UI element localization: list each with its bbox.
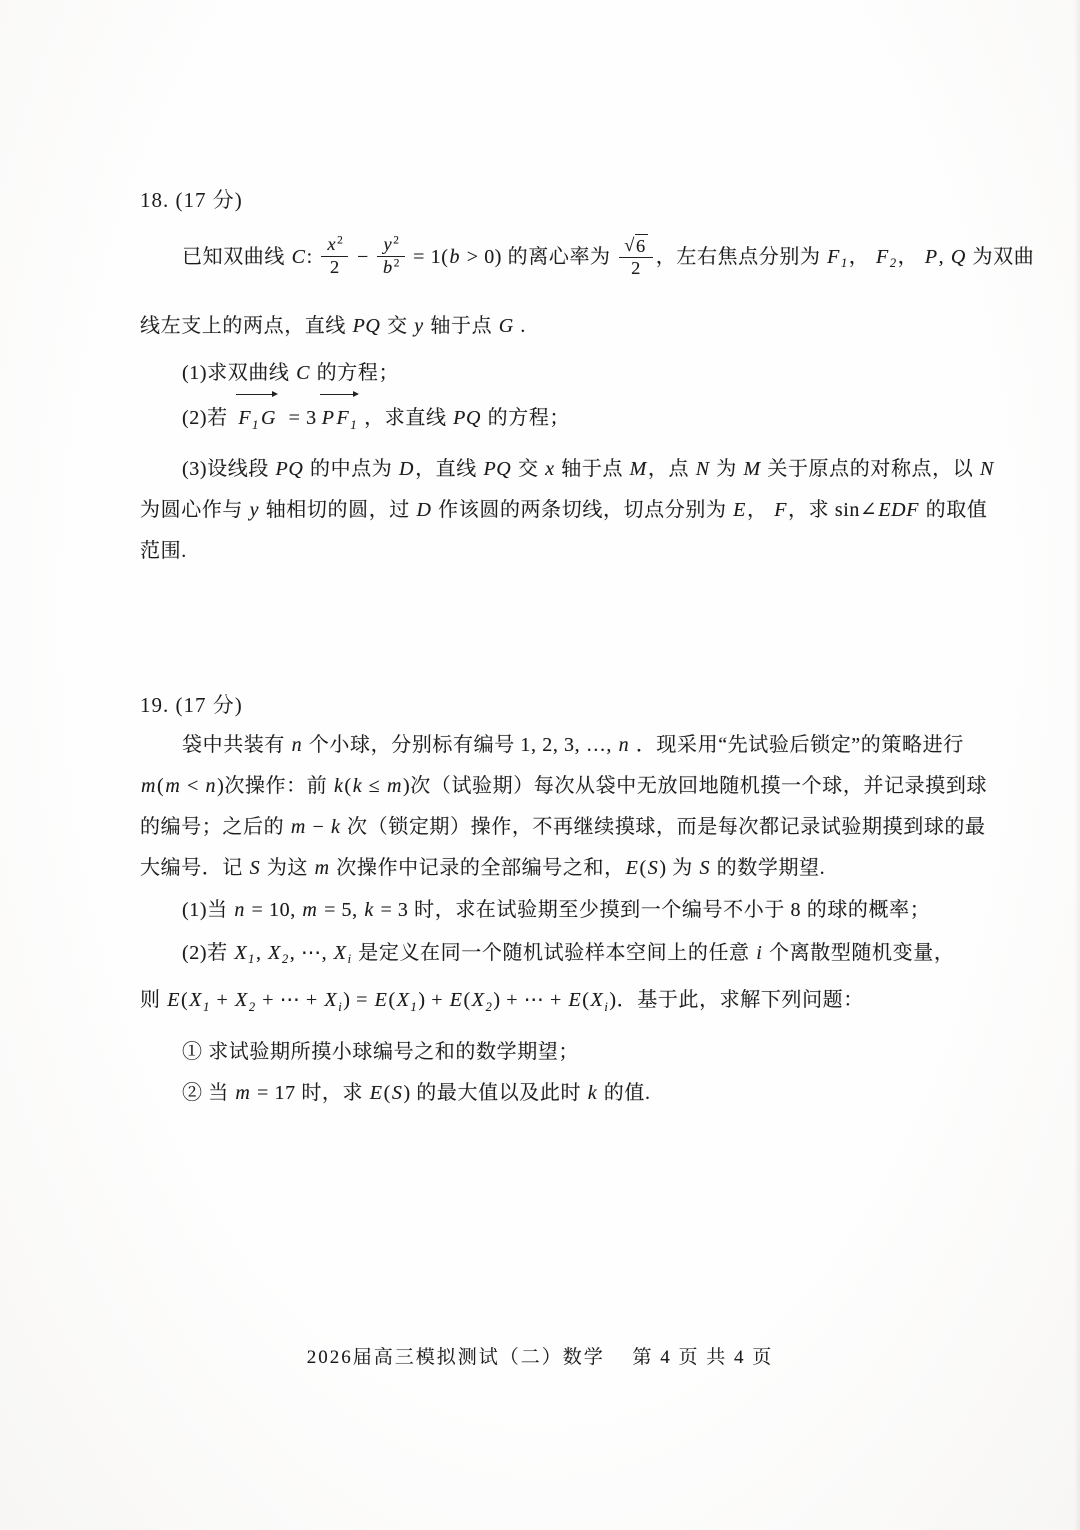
math-subscript: 2	[281, 952, 289, 967]
math-subscript: i	[347, 952, 352, 967]
q19-item-1	[140, 890, 948, 931]
math-text: ，左右焦点分别为	[655, 246, 827, 268]
q19-para-line-2	[140, 766, 988, 807]
math-variable: m	[290, 816, 306, 838]
math-subscript: 1	[203, 999, 210, 1014]
math-variable: PQ	[483, 457, 512, 480]
math-subscript: 1	[248, 952, 255, 967]
math-text: = 1(	[407, 246, 449, 268]
math-text: −	[306, 816, 330, 838]
math-variable: D	[416, 498, 432, 521]
math-fraction	[321, 235, 348, 278]
math-text: (2)若	[182, 407, 234, 430]
math-text: 轴于点	[424, 315, 498, 338]
q18-intro-line-1	[140, 217, 1035, 303]
q18-item-2	[140, 396, 948, 445]
math-subscript: 1	[252, 417, 259, 432]
math-variable: X	[189, 989, 203, 1012]
math-text: ) =	[343, 989, 374, 1012]
math-variable: PQ	[453, 407, 482, 430]
math-text: 则	[140, 989, 167, 1012]
math-variable: F	[875, 246, 889, 268]
math-variable: E	[374, 989, 388, 1012]
math-variable: S	[647, 857, 659, 879]
math-text: 的数学期望.	[711, 857, 826, 879]
q18-item-3-line-1	[140, 449, 994, 490]
math-variable: y	[414, 315, 424, 338]
math-subscripted	[471, 989, 494, 1014]
math-text: 交	[512, 457, 545, 480]
math-variable: m	[314, 857, 330, 879]
math-text: 的方程；	[311, 362, 400, 385]
math-subscripted	[237, 407, 260, 432]
math-text: (	[463, 989, 471, 1012]
math-variable: X	[590, 989, 604, 1012]
math-text: +	[210, 989, 235, 1012]
math-text: 线左支上的两点，直线	[140, 315, 352, 338]
math-superscript: 2	[337, 234, 344, 247]
math-text: ,	[938, 246, 950, 268]
math-variable: x	[545, 457, 555, 480]
math-variable: M	[743, 457, 761, 480]
math-text: ，求直线	[364, 407, 453, 430]
math-subscript: i	[604, 999, 609, 1014]
page-footer: 2026届高三模拟测试（二）数学 第 4 页 共 4 页	[306, 1347, 774, 1368]
math-subscripted	[826, 246, 849, 271]
math-variable: n	[618, 734, 630, 756]
math-text: 个小球，分别标有编号 1, 2, 3, …,	[303, 734, 618, 756]
question-19-number: 19. (17 分)	[140, 693, 243, 717]
math-text: ，直线	[415, 457, 483, 480]
math-vector	[319, 396, 362, 445]
math-text: (	[157, 775, 165, 797]
fraction-numerator	[377, 235, 404, 257]
math-sqrt	[624, 234, 648, 255]
math-text: 2	[329, 257, 340, 278]
math-text: 为圆心作与	[140, 498, 249, 521]
math-variable: X	[234, 942, 248, 964]
math-variable: D	[399, 457, 415, 480]
math-variable: E	[167, 989, 181, 1012]
math-text: (	[582, 989, 590, 1012]
q18-item-3-line-3	[140, 531, 948, 572]
q19-para-line-4	[140, 848, 948, 889]
math-text: (3)设线段	[182, 457, 275, 480]
q19-para-line-1	[140, 725, 964, 766]
math-text: ① 求试验期所摸小球编号之和的数学期望；	[182, 1040, 579, 1063]
math-variable: F	[774, 498, 788, 521]
math-text: 大编号．记	[140, 857, 249, 879]
math-text: 为双曲	[966, 246, 1035, 268]
math-text: (	[383, 1081, 391, 1104]
math-text: (1)求双曲线	[182, 362, 296, 385]
math-text: 袋中共装有	[182, 734, 291, 756]
math-variable: X	[333, 942, 347, 964]
math-subscript: 1	[410, 999, 418, 1014]
math-variable: n	[205, 775, 217, 797]
math-text: (	[181, 989, 189, 1012]
math-text: 为这	[261, 857, 314, 879]
math-variable: k	[352, 775, 363, 797]
math-variable: X	[471, 989, 485, 1012]
math-variable: N	[695, 457, 710, 480]
math-text: 轴于点	[555, 457, 629, 480]
math-variable: N	[979, 457, 994, 480]
math-text: = 3	[283, 407, 317, 430]
math-variable: E	[369, 1081, 383, 1104]
math-variable: y	[383, 234, 393, 255]
math-variable: y	[249, 498, 260, 521]
math-text: > 0) 的离心率为	[461, 246, 617, 268]
math-variable: n	[234, 899, 245, 921]
math-variable: M	[629, 457, 647, 480]
math-variable: G	[498, 315, 514, 338]
math-text: (1)当	[182, 899, 234, 921]
math-text: ) 为	[659, 857, 699, 879]
math-text: ) +	[418, 989, 449, 1012]
math-text: 已知双曲线	[182, 246, 291, 268]
math-text: 作该圆的两条切线，切点分别为	[432, 498, 733, 521]
math-superscripted	[382, 234, 399, 254]
math-variable: n	[291, 734, 303, 756]
math-text: , ⋯,	[289, 942, 333, 964]
math-fraction	[377, 235, 404, 278]
math-text: 个离散型随机变量，	[763, 942, 955, 964]
math-variable: C	[291, 246, 306, 268]
math-text: 为	[710, 457, 743, 480]
math-subscript: 2	[889, 256, 897, 271]
math-text: 次（锁定期）操作，不再继续摸球，而是每次都记录试验期摸到球的最	[341, 816, 986, 838]
math-text: 是定义在同一个随机试验样本空间上的任意	[352, 942, 756, 964]
math-text: <	[181, 775, 205, 797]
fraction-numerator	[321, 235, 348, 257]
math-text: :	[306, 246, 319, 268]
math-subscripted	[336, 407, 359, 432]
math-subscripted	[396, 989, 419, 1014]
math-text: ，求 sin∠	[788, 498, 878, 521]
math-variable: F	[827, 246, 840, 268]
math-text: 轴相切的圆，过	[260, 498, 416, 521]
math-text: 次操作中记录的全部编号之和，	[330, 857, 625, 879]
math-subscripted	[333, 942, 353, 967]
math-variable: i	[756, 942, 763, 964]
math-subscript: i	[338, 999, 343, 1014]
math-variable: m	[386, 775, 402, 797]
math-text: ≤	[363, 775, 386, 797]
q19-subitem-1	[140, 1032, 948, 1073]
math-text: ，	[897, 246, 924, 268]
math-text: 的中点为	[304, 457, 399, 480]
math-superscript: 2	[393, 234, 400, 247]
math-text: ) 的最大值以及此时	[403, 1081, 587, 1104]
math-variable: S	[699, 857, 711, 879]
math-subscripted	[323, 989, 343, 1014]
math-subscripted	[267, 942, 290, 967]
math-variable: m	[235, 1081, 251, 1104]
math-text: )次（试验期）每次从袋中无放回地随机摸一个球，并记录摸到球	[403, 775, 988, 797]
math-text: ② 当	[182, 1081, 235, 1104]
math-text: = 17 时，求	[251, 1081, 369, 1104]
math-text: 交	[381, 315, 414, 338]
math-variable: m	[141, 775, 157, 797]
math-variable: X	[235, 989, 248, 1012]
math-variable: X	[268, 942, 281, 964]
math-subscript: 1	[840, 256, 848, 271]
math-text: 范围.	[140, 539, 187, 562]
q18-item-1	[140, 353, 948, 394]
q18-intro-line-2	[140, 303, 948, 349]
math-variable: k	[333, 775, 344, 797]
math-text: 的值.	[598, 1081, 651, 1104]
math-variable: m	[302, 899, 318, 921]
math-text: ，	[746, 498, 774, 521]
question-19	[140, 688, 988, 1114]
math-superscripted	[382, 257, 400, 277]
q19-para-line-3	[140, 807, 986, 848]
math-variable: Q	[950, 246, 966, 268]
sqrt-body: 6	[635, 236, 646, 257]
math-text: 的方程；	[482, 407, 571, 430]
math-variable: x	[327, 234, 337, 255]
q18-item-3-line-2	[140, 490, 988, 531]
math-text: (	[344, 775, 352, 797]
math-text: (2)若	[182, 942, 234, 964]
math-variable: m	[165, 775, 181, 797]
math-variable: k	[364, 899, 374, 921]
math-variable: S	[391, 1081, 403, 1104]
fraction-numerator	[619, 234, 653, 257]
math-variable: E	[625, 857, 639, 879]
math-text: ) + ⋯ +	[493, 989, 568, 1012]
math-text: ．现采用“先试验后锁定”的策略进行	[630, 734, 964, 756]
math-variable: EDF	[878, 498, 920, 521]
q19-item-2-line-1	[140, 933, 955, 980]
math-variable: F	[336, 407, 350, 430]
math-text: .	[514, 315, 527, 338]
math-text: + ⋯ +	[256, 989, 324, 1012]
math-text: )．基于此，求解下列问题：	[609, 989, 864, 1012]
math-superscripted	[326, 234, 343, 254]
math-text: 的取值	[920, 498, 988, 521]
math-variable: X	[396, 989, 410, 1012]
math-variable: S	[249, 857, 261, 879]
question-18-number: 18. (17 分)	[140, 188, 243, 212]
math-subscript: 2	[248, 999, 256, 1014]
math-subscripted	[233, 942, 256, 967]
question-18	[140, 183, 1035, 572]
math-variable: E	[449, 989, 463, 1012]
math-text: ，	[848, 246, 875, 268]
math-text: = 10,	[245, 899, 302, 921]
sqrt-sign: √	[624, 235, 635, 256]
math-variable: P	[924, 246, 938, 268]
math-text: (	[639, 857, 647, 879]
math-variable: C	[296, 362, 311, 385]
math-text: (	[388, 989, 396, 1012]
fraction-denominator	[631, 258, 641, 279]
math-text: −	[351, 246, 375, 268]
math-variable: X	[324, 989, 338, 1012]
q19-subitem-2	[140, 1073, 948, 1114]
math-variable: E	[568, 989, 582, 1012]
math-text: 2	[631, 257, 641, 278]
math-subscripted	[590, 989, 610, 1014]
math-text: = 5,	[318, 899, 364, 921]
math-superscript: 2	[393, 257, 401, 270]
fraction-denominator	[382, 257, 400, 278]
q19-item-2-line-2	[140, 980, 948, 1027]
math-subscripted	[188, 989, 211, 1014]
math-variable: G	[260, 407, 276, 430]
math-text: 关于原点的对称点，以	[761, 457, 979, 480]
math-subscript: 1	[350, 417, 358, 432]
math-fraction	[619, 234, 653, 278]
math-variable: E	[733, 498, 746, 521]
math-subscripted	[234, 989, 257, 1014]
math-subscripted	[875, 246, 898, 271]
math-subscript: 2	[485, 999, 493, 1014]
math-text: = 3 时，求在试验期至少摸到一个编号不小于 8 的球的概率；	[374, 899, 931, 921]
math-text: )次操作：前	[217, 775, 333, 797]
math-variable: b	[449, 246, 461, 268]
math-variable: k	[587, 1081, 598, 1104]
fraction-denominator	[330, 257, 340, 278]
math-text: ,	[255, 942, 268, 964]
math-variable: F	[238, 407, 252, 430]
math-variable: P	[321, 407, 335, 430]
math-text: 的编号；之后的	[140, 816, 290, 838]
math-vector	[235, 396, 281, 445]
math-variable: b	[382, 257, 393, 278]
math-variable: PQ	[275, 457, 304, 480]
math-text: ，点	[647, 457, 695, 480]
math-variable: k	[330, 816, 341, 838]
math-variable: PQ	[352, 315, 381, 338]
